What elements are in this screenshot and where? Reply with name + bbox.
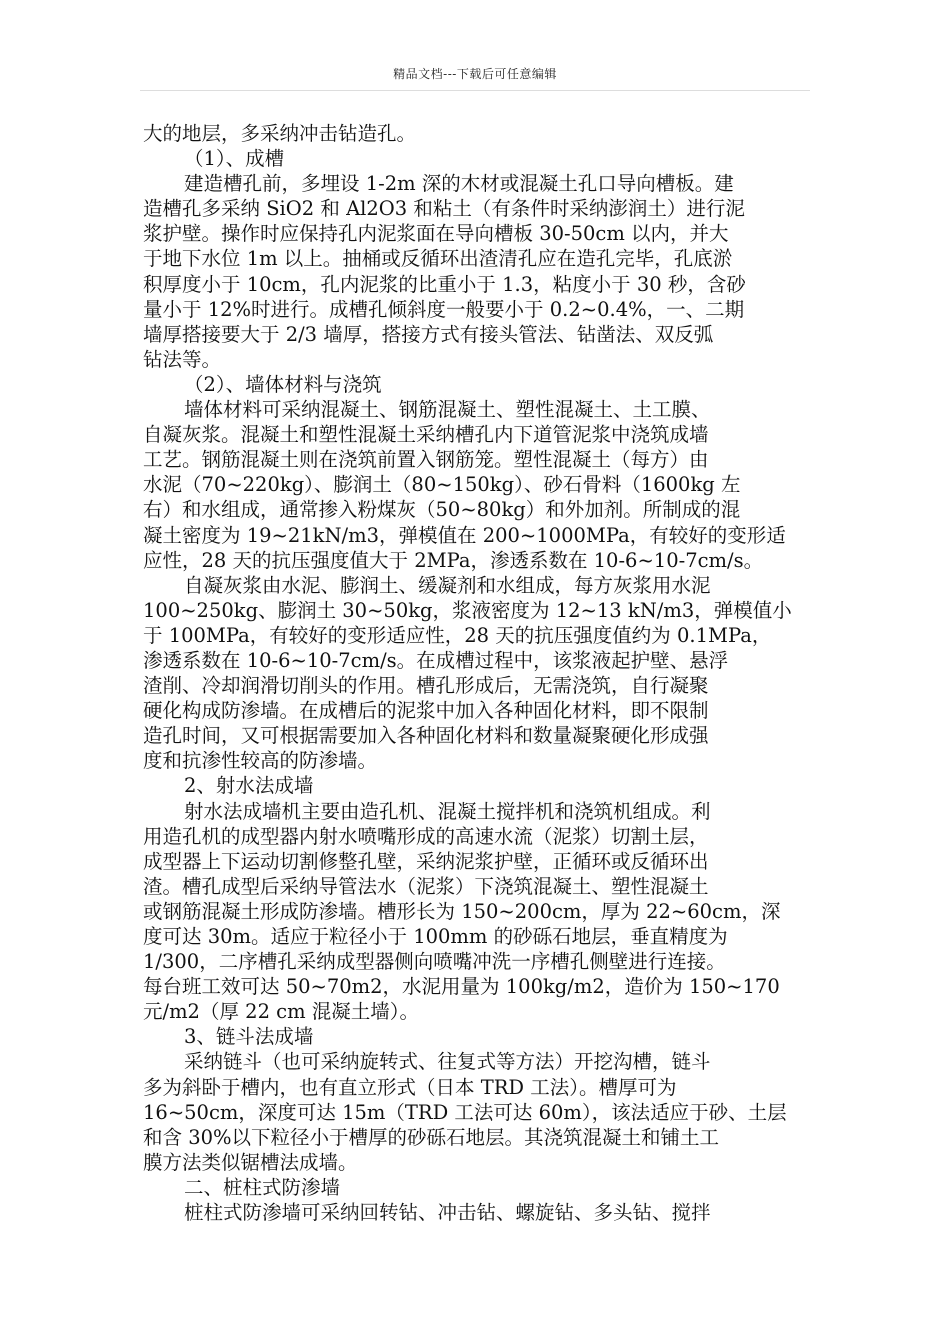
text-line: 渣。槽孔成型后采纳导管法水（泥浆）下浇筑混凝土、塑性混凝土 xyxy=(143,874,709,898)
text-line: 桩柱式防渗墙可采纳回转钻、冲击钻、螺旋钻、多头钻、搅拌 xyxy=(184,1201,711,1225)
text-line: 积厚度小于 10cm，孔内泥浆的比重小于 1.3，粘度小于 30 秒，含砂 xyxy=(143,272,746,296)
text-line: 造槽孔多采纳 SiO2 和 Al2O3 和粘土（有条件时采纳澎润土）进行泥 xyxy=(143,197,745,221)
page-header: 精品文档---下载后可任意编辑 xyxy=(393,67,557,81)
text-line: 工艺。钢筋混凝土则在浇筑前置入钢筋笼。塑性混凝土（每方）由 xyxy=(143,448,709,472)
text-line: 或钢筋混凝土形成防渗墙。槽形长为 150~200cm，厚为 22~60cm，深 xyxy=(143,899,781,923)
text-line: 射水法成墙机主要由造孔机、混凝土搅拌机和浇筑机组成。利 xyxy=(184,799,711,823)
text-line: 凝土密度为 19~21kN/m3，弹模值在 200~1000MPa，有较好的变形适 xyxy=(143,523,786,547)
text-line: 于地下水位 1m 以上。抽桶或反循环出渣清孔应在造孔完毕，孔底淤 xyxy=(143,247,733,271)
text-line: 钻法等。 xyxy=(143,347,222,371)
text-line: 墙体材料可采纳混凝土、钢筋混凝土、塑性混凝土、土工膜、 xyxy=(184,398,711,422)
text-line: 浆护壁。操作时应保持孔内泥浆面在导向槽板 30-50cm 以内，并大 xyxy=(143,222,729,246)
text-line: 右）和水组成，通常掺入粉煤灰（50~80kg）和外加剂。所制成的混 xyxy=(143,498,741,522)
text-line: 度可达 30m。适应于粒径小于 100mm 的砂砾石地层，垂直精度为 xyxy=(143,925,728,948)
text-line: 用造孔机的成型器内射水喷嘴形成的高速水流（泥浆）切割土层， xyxy=(143,824,709,848)
header-divider xyxy=(140,90,810,91)
text-line: 自凝灰浆。混凝土和塑性混凝土采纳槽孔内下道管泥浆中浇筑成墙 xyxy=(143,423,709,447)
text-line: （2）、墙体材料与浇筑 xyxy=(184,372,382,396)
text-line: 3、链斗法成墙 xyxy=(184,1025,314,1049)
text-line: 自凝灰浆由水泥、膨润土、缓凝剂和水组成，每方灰浆用水泥 xyxy=(184,573,711,597)
text-line: 每台班工效可达 50~70m2，水泥用量为 100kg/m2，造价为 150~170 xyxy=(143,975,780,999)
text-line: 二、桩柱式防渗墙 xyxy=(184,1175,341,1199)
text-line: 墙厚搭接要大于 2/3 墙厚，搭接方式有接头管法、钻凿法、双反弧 xyxy=(143,322,714,346)
text-line: 应性，28 天的抗压强度值大于 2MPa，渗透系数在 10-6~10-7cm/s。 xyxy=(143,548,764,572)
text-line: 建造槽孔前，多埋设 1-2m 深的木材或混凝土孔口导向槽板。建 xyxy=(184,172,734,196)
text-line: 于 100MPa，有较好的变形适应性，28 天的抗压强度值约为 0.1MPa， xyxy=(143,623,772,647)
text-line: （1）、成槽 xyxy=(184,147,285,171)
text-line: 渣削、冷却润滑切削头的作用。槽孔形成后，无需浇筑，自行凝聚 xyxy=(143,674,709,698)
text-line: 硬化构成防渗墙。在成槽后的泥浆中加入各种固化材料，即不限制 xyxy=(143,699,709,723)
text-line: 度和抗渗性较高的防渗墙。 xyxy=(143,749,378,773)
document-body xyxy=(143,121,809,1225)
text-line: 采纳链斗（也可采纳旋转式、往复式等方法）开挖沟槽，链斗 xyxy=(184,1050,711,1074)
text-line: 16~50cm，深度可达 15m（TRD 工法可达 60m），该法适应于砂、土层 xyxy=(143,1100,787,1124)
text-line: 造孔时间，又可根据需要加入各种固化材料和数量凝聚硬化形成强 xyxy=(143,724,709,748)
text-line: 和含 30%以下粒径小于槽厚的砂砾石地层。其浇筑混凝土和铺土工 xyxy=(143,1125,720,1149)
text-line: 水泥（70~220kg）、膨润土（80~150kg）、砂石骨料（1600kg 左 xyxy=(143,473,741,497)
text-line: 成型器上下运动切割修整孔壁，采纳泥浆护壁，正循环或反循环出 xyxy=(143,849,709,873)
text-line: 1/300，二序槽孔采纳成型器侧向喷嘴冲洗一序槽孔侧壁进行连接。 xyxy=(143,950,726,974)
text-line: 膜方法类似锯槽法成墙。 xyxy=(143,1150,358,1174)
text-line: 2、射水法成墙 xyxy=(184,774,314,798)
text-line: 大的地层，多采纳冲击钻造孔。 xyxy=(143,122,417,145)
text-line: 量小于 12%时进行。成槽孔倾斜度一般要小于 0.2~0.4%，一、二期 xyxy=(143,297,745,321)
text-line: 100~250kg、膨润土 30~50kg，浆液密度为 12~13 kN/m3，弹模值小 xyxy=(143,598,792,622)
text-line: 多为斜卧于槽内，也有直立形式（日本 TRD 工法）。槽厚可为 xyxy=(143,1075,677,1099)
text-line: 渗透系数在 10-6~10-7cm/s。在成槽过程中，该浆液起护壁、悬浮 xyxy=(143,648,729,672)
text-line: 元/m2（厚 22 cm 混凝土墙）。 xyxy=(143,1000,420,1024)
